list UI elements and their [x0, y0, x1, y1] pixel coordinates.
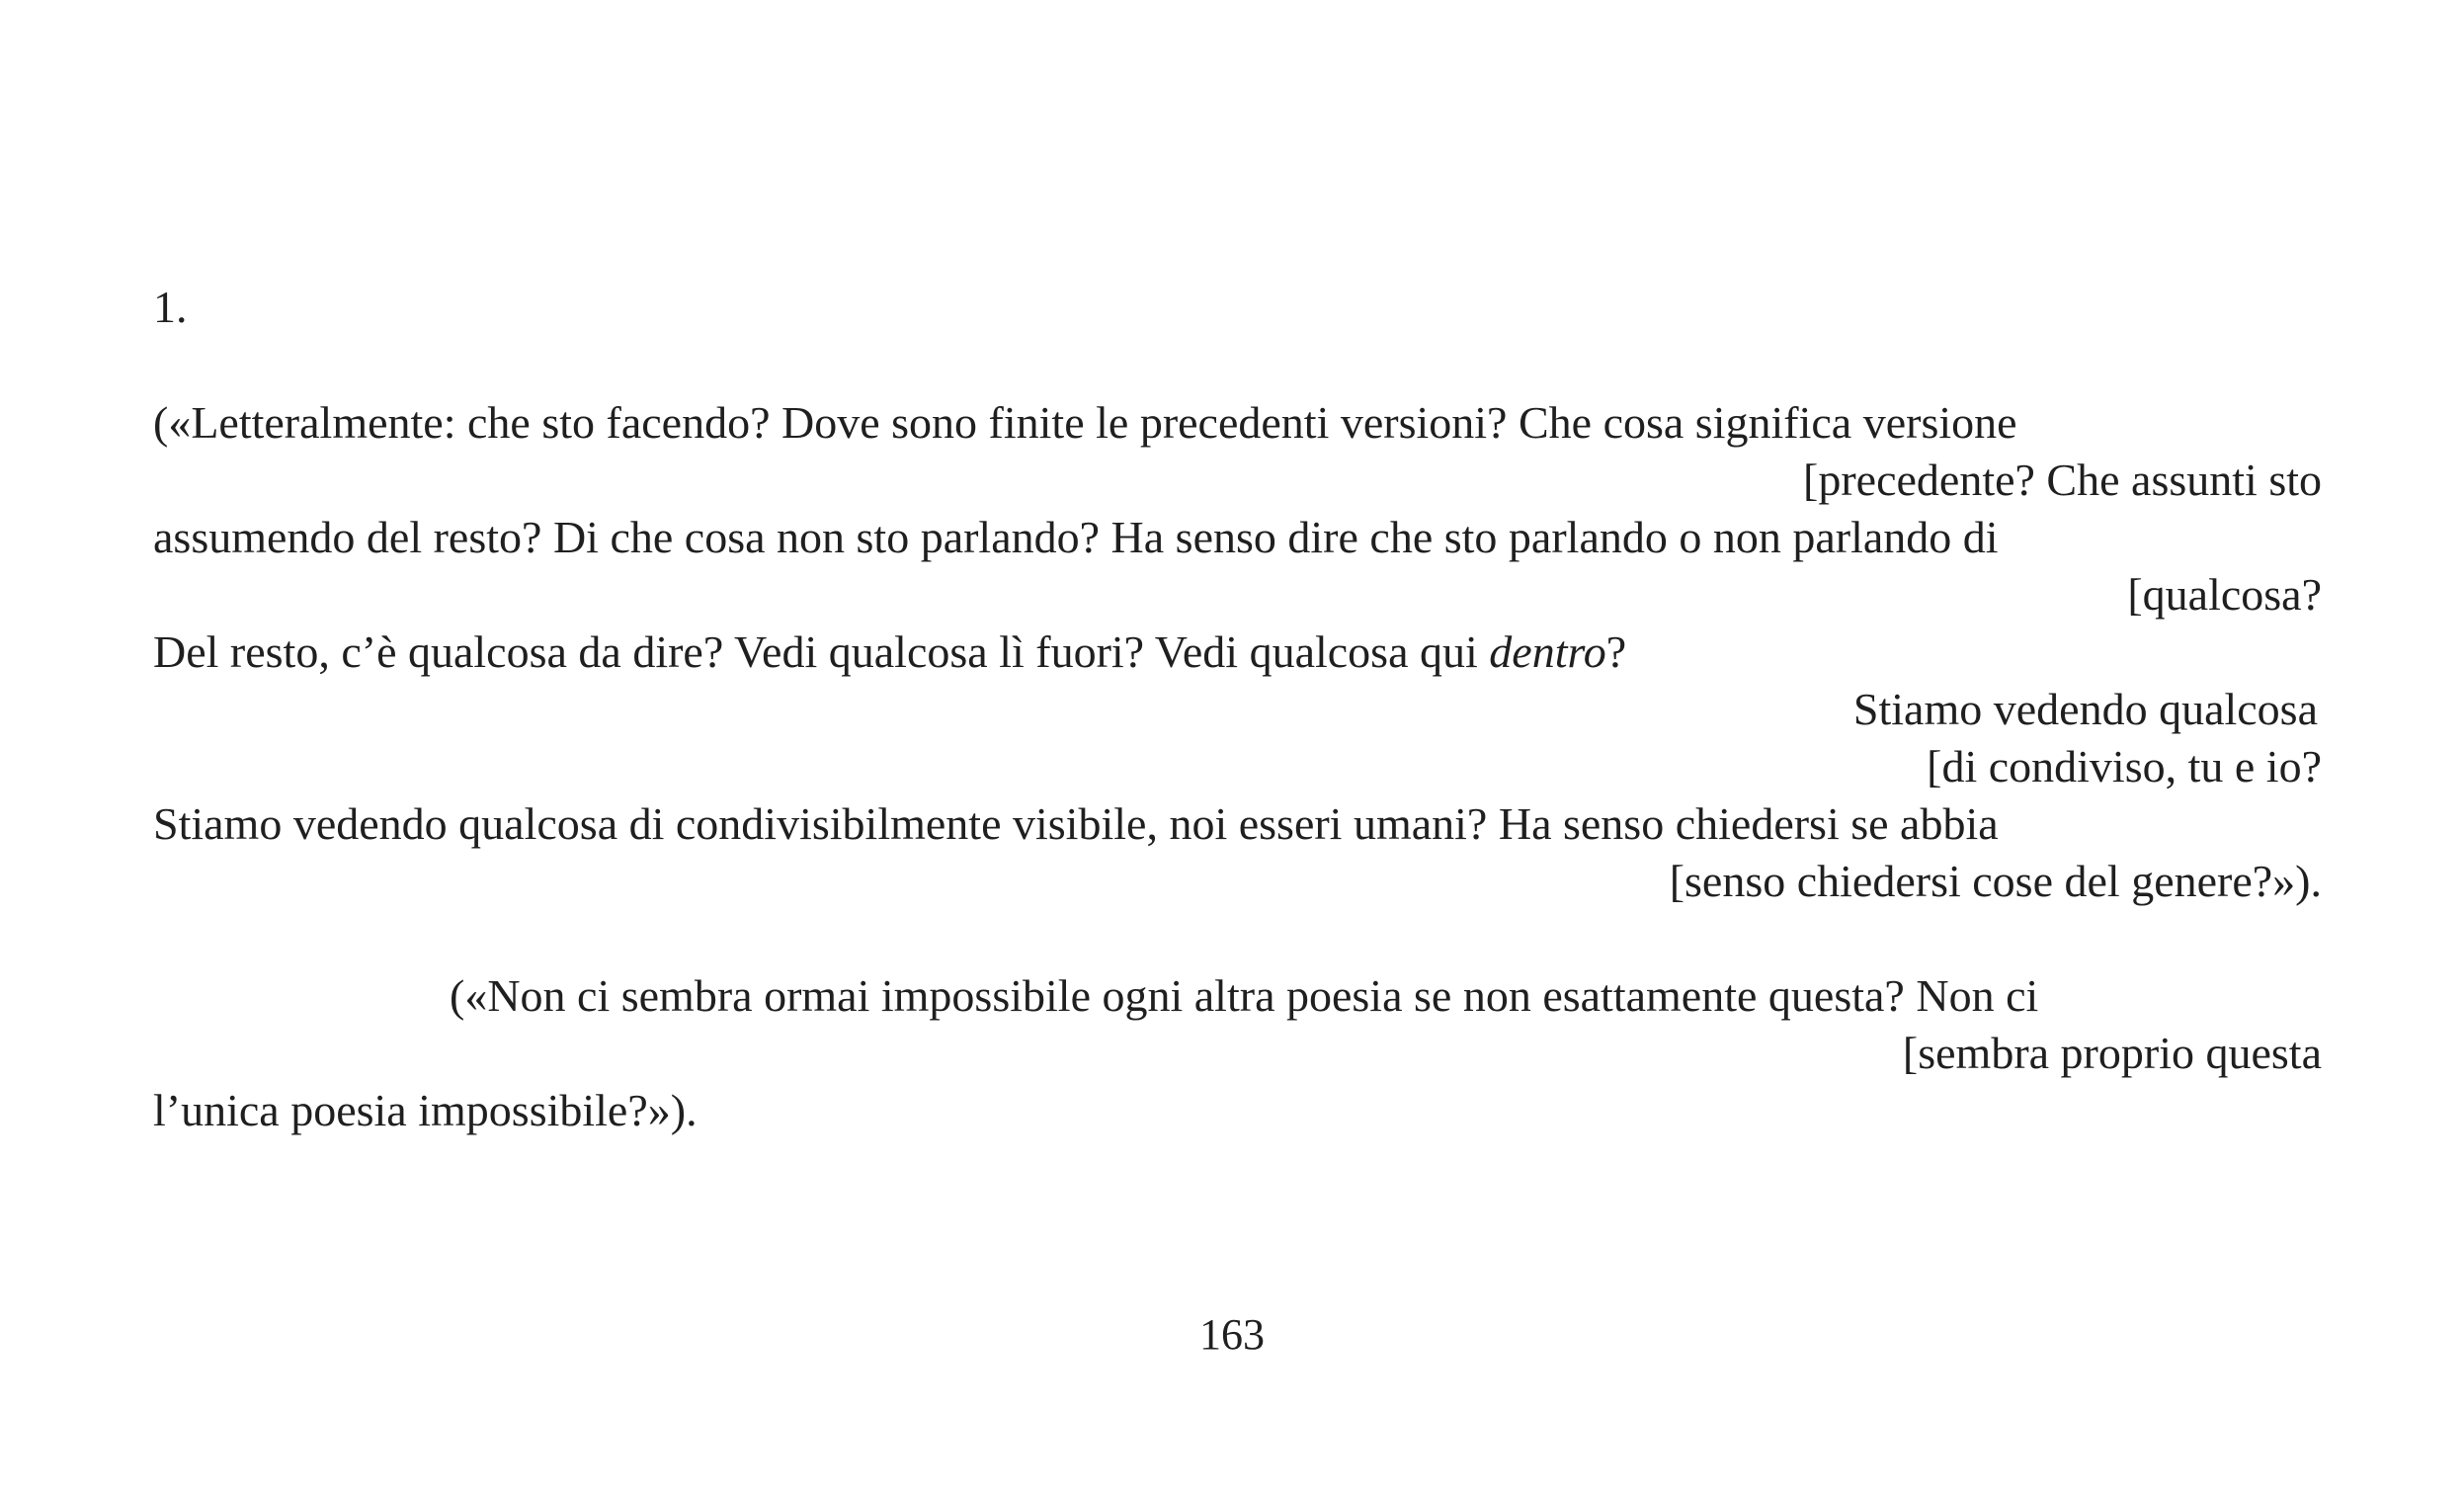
stanza1-line6: Stiamo vedendo qualcosa [1852, 684, 2318, 734]
stanza1-line7: [di condiviso, tu e io? [1927, 741, 2322, 791]
stanza1-line5 [153, 624, 1626, 681]
page-number: 163 [1199, 1310, 1265, 1359]
stanza1-line5-text: Del resto, c’è qualcosa da dire? Vedi qualcosa lì fuori? Vedi qualcosa qui [153, 626, 1490, 677]
stanza1-line5-italic: dentro [1489, 626, 1606, 677]
stanza1-line3: assumendo del resto? Di che cosa non sto parlando? Ha senso dire che sto parlando o non parlando di [153, 512, 1999, 562]
stanza2-line3: l’unica poesia impossibile?»). [153, 1085, 698, 1135]
stanza1-line4: [qualcosa? [2127, 569, 2322, 620]
stanza1-line1: («Letteralmente: che sto facendo? Dove sono finite le precedenti versioni? Che cosa significa versione [153, 397, 2017, 448]
stanza1-line5-end: ? [1605, 626, 1627, 677]
stanza1-line9: [senso chiedersi cose del genere?»). [1669, 856, 2322, 906]
stanza1-line8: Stiamo vedendo qualcosa di condivisibilmente visibile, noi esseri umani? Ha senso chiedersi se abbia [153, 798, 1999, 849]
stanza2-line1: («Non ci sembra ormai impossibile ogni altra poesia se non esattamente questa? Non ci [450, 970, 2039, 1021]
stanza1-line2: [precedente? Che assunti sto [1803, 455, 2322, 505]
stanza2-line2: [sembra proprio questa [1902, 1028, 2322, 1078]
section-number: 1. [153, 282, 188, 332]
